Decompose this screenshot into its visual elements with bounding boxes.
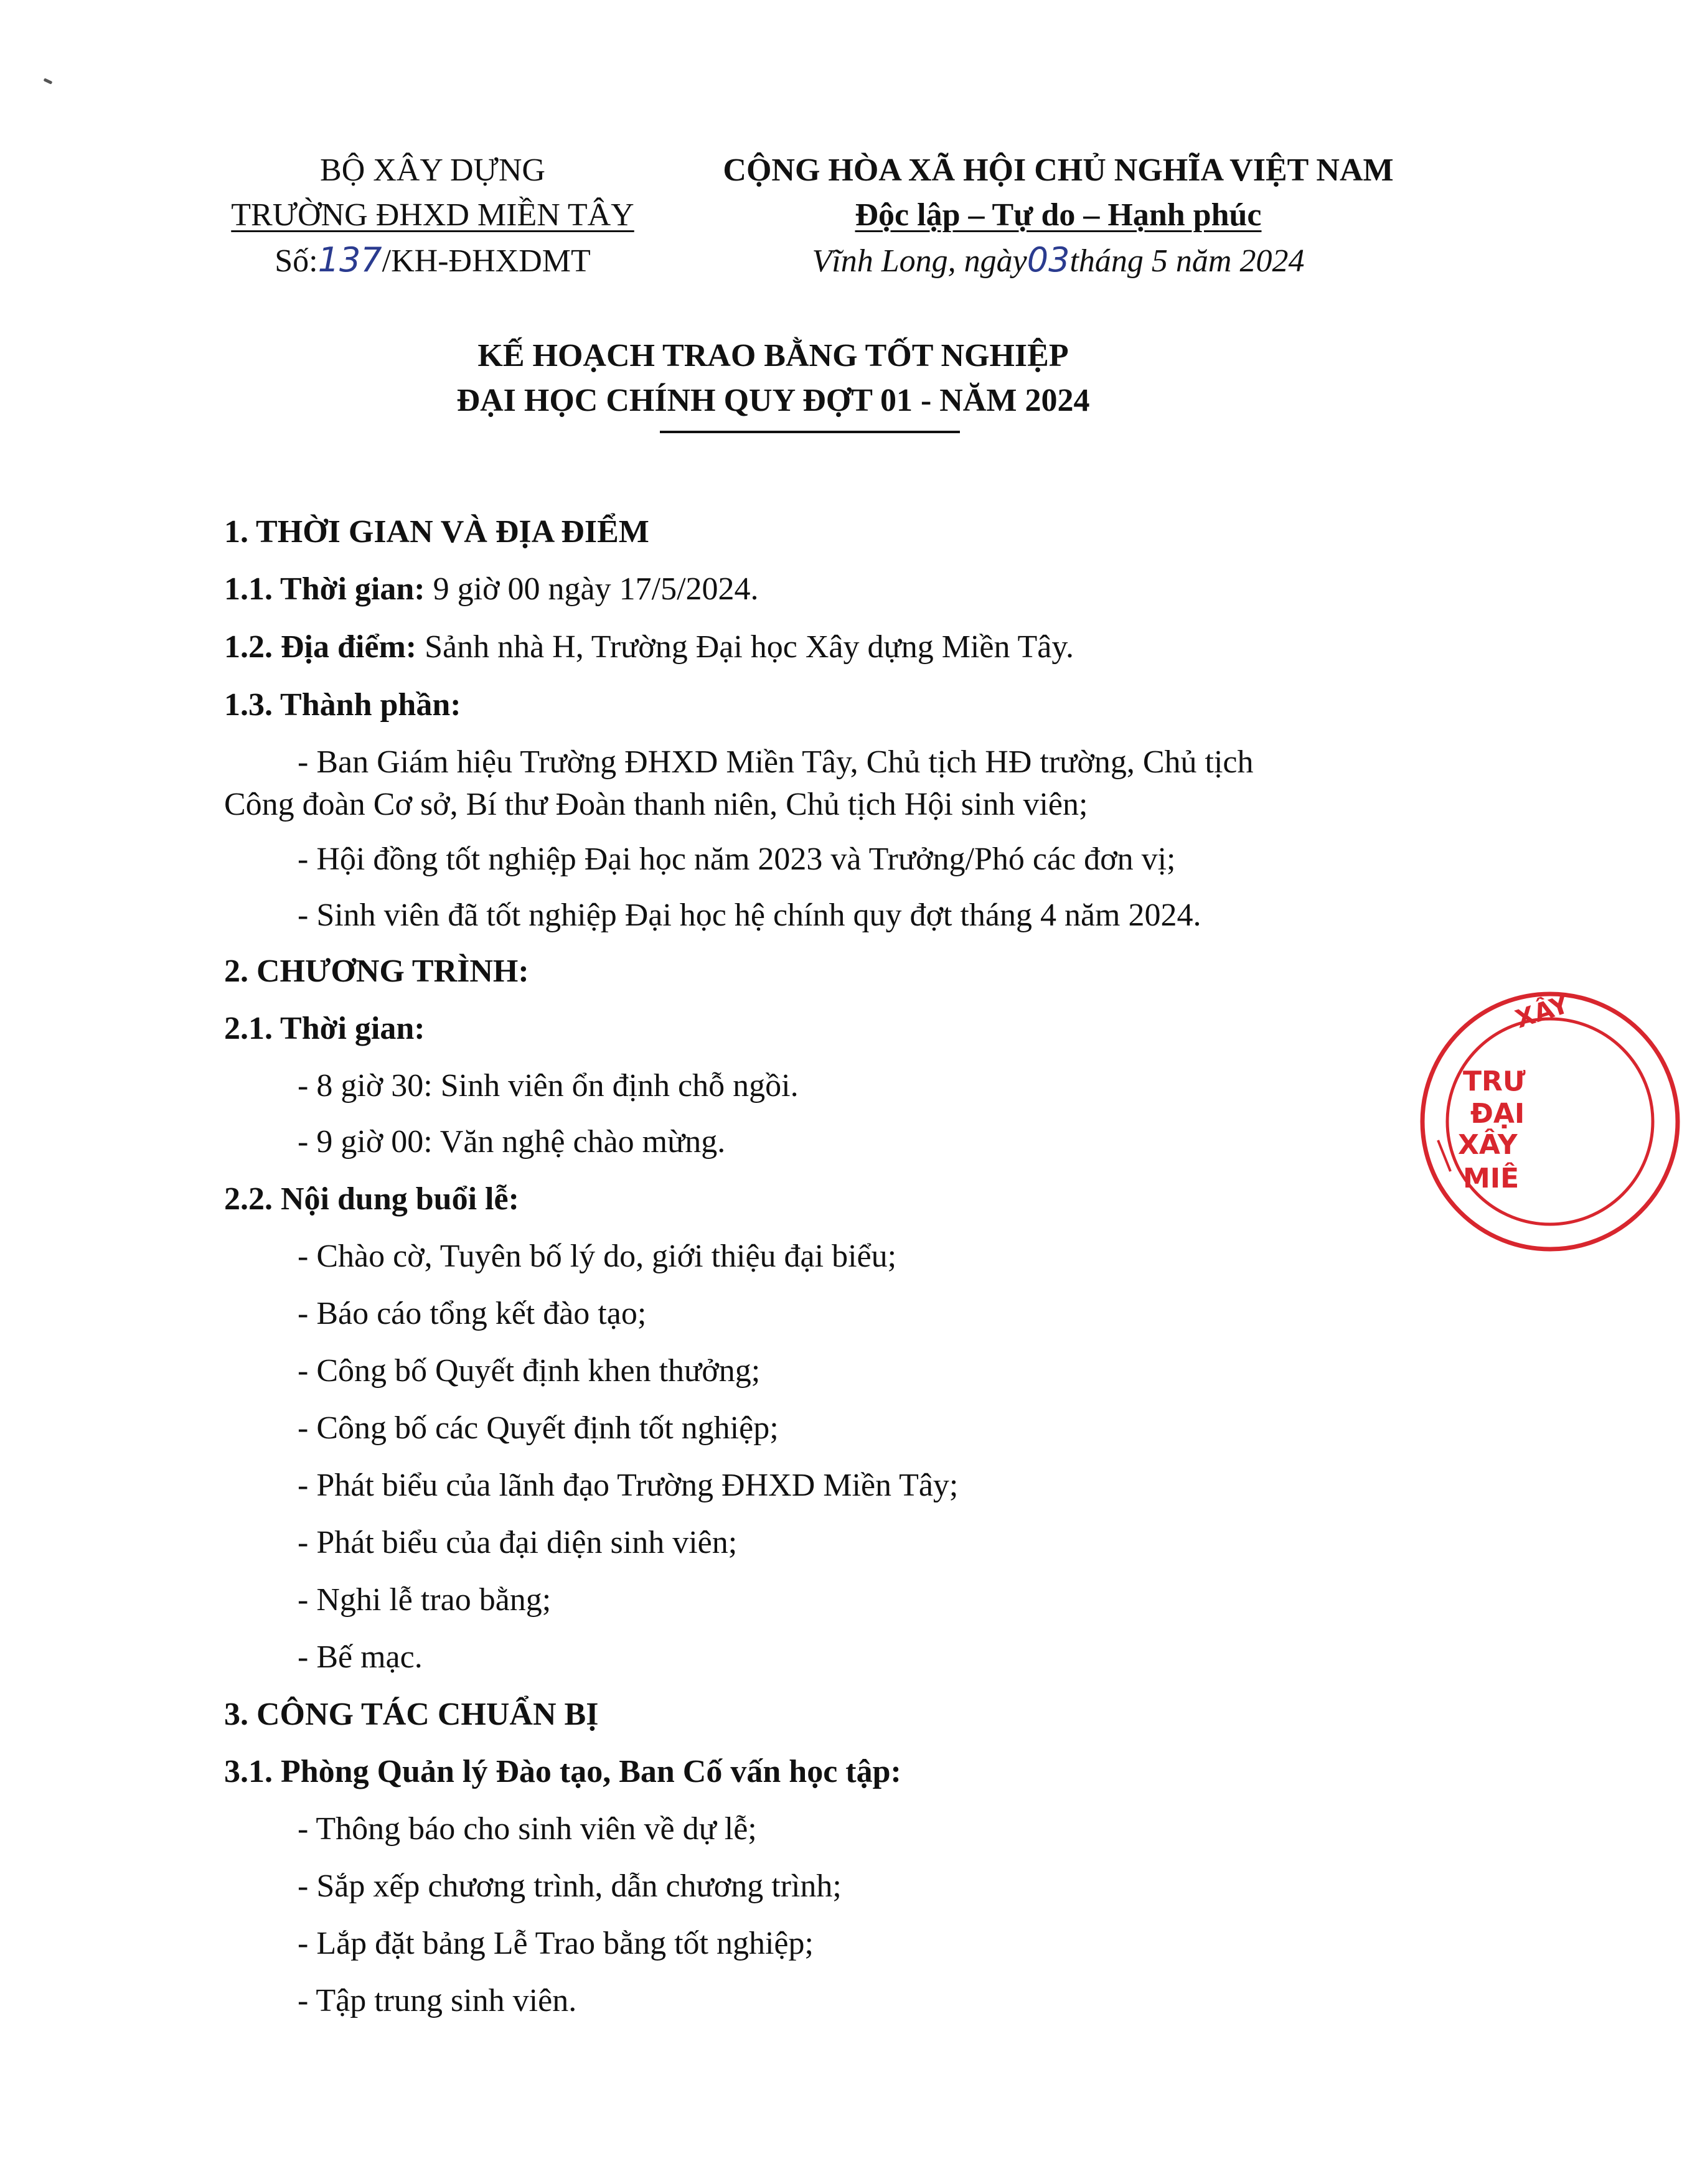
ceremony-item: - Công bố Quyết định khen thưởng; <box>298 1353 761 1389</box>
participants-item-3: - Sinh viên đã tốt nghiệp Đại học hệ chính quy đợt tháng 4 năm 2024. <box>298 898 1201 933</box>
section-1-1-time <box>224 568 759 611</box>
doc-number-handwritten: 137 <box>317 240 382 279</box>
section-2-heading: 2. CHƯƠNG TRÌNH: <box>224 954 529 989</box>
issue-date-suffix: tháng 5 năm 2024 <box>1069 243 1305 279</box>
doc-number-suffix: /KH-ĐHXDMT <box>382 243 591 279</box>
ceremony-item: - Phát biểu của lãnh đạo Trường ĐHXD Miền Tây; <box>298 1468 959 1503</box>
section-3-1-label <box>224 1750 901 1794</box>
participants-item-1-line-2: Công đoàn Cơ sở, Bí thư Đoàn thanh niên, Chủ tịch Hội sinh viên; <box>224 787 1088 822</box>
title-underline-divider <box>660 431 960 433</box>
doc-number-prefix: Số: <box>275 243 318 279</box>
scan-artifact-mark <box>44 78 53 84</box>
issue-date <box>691 238 1426 284</box>
ministry-name: BỘ XÂY DỰNG <box>320 152 545 188</box>
section-3-heading: 3. CÔNG TÁC CHUẨN BỊ <box>224 1697 599 1732</box>
section-1-2-label: 1.2. Địa điểm: <box>224 629 417 665</box>
section-1-1-value: 9 giờ 00 ngày 17/5/2024. <box>425 571 759 607</box>
seal-inner-ring <box>1447 1019 1653 1224</box>
seal-text: XÂY <box>1511 990 1572 1034</box>
seal-mark <box>1438 1140 1450 1171</box>
section-3-1-label-text: 3.1. Phòng Quản lý Đào tạo, Ban Cố vấn học tập: <box>224 1754 901 1789</box>
document-title-line-1: KẾ HOẠCH TRAO BẰNG TỐT NGHIỆP <box>477 338 1069 373</box>
school-name <box>205 193 660 238</box>
ceremony-item: - Chào cờ, Tuyên bố lý do, giới thiệu đại biểu; <box>298 1239 897 1274</box>
preparation-item: - Tập trung sinh viên. <box>298 1983 577 2018</box>
seal-text: XÂY <box>1458 1129 1518 1161</box>
section-1-3-participants-label <box>224 683 461 727</box>
participants-item-1-line-1: - Ban Giám hiệu Trường ĐHXD Miền Tây, Chủ tịch HĐ trường, Chủ tịch <box>298 744 1254 780</box>
section-1-2-place <box>224 626 1074 669</box>
document-title-line-2: ĐẠI HỌC CHÍNH QUY ĐỢT 01 - NĂM 2024 <box>456 383 1090 418</box>
country-name: CỘNG HÒA XÃ HỘI CHỦ NGHĨA VIỆT NAM <box>723 152 1394 188</box>
section-2-2-label: 2.2. Nội dung buổi lễ: <box>224 1181 519 1217</box>
section-2-2-content-label <box>224 1178 519 1221</box>
ceremony-item: - Báo cáo tổng kết đào tạo; <box>298 1296 647 1331</box>
seal-text: TRƯ <box>1463 1066 1526 1097</box>
section-2-1-time-label <box>224 1007 425 1051</box>
ceremony-item: - Bế mạc. <box>298 1639 423 1675</box>
seal-text: MIÊ <box>1463 1163 1520 1194</box>
issuing-authority-block <box>205 148 660 284</box>
ceremony-item: - Công bố các Quyết định tốt nghiệp; <box>298 1410 779 1446</box>
ceremony-item: - Phát biểu của đại diện sinh viên; <box>298 1525 738 1560</box>
national-motto <box>691 193 1426 238</box>
seal-text: ĐẠI <box>1470 1098 1525 1130</box>
national-motto-text: Độc lập – Tự do – Hạnh phúc <box>855 197 1262 233</box>
issue-date-prefix: Vĩnh Long, ngày <box>812 243 1027 279</box>
preparation-item: - Thông báo cho sinh viên về dự lễ; <box>298 1811 757 1847</box>
school-name-text: TRƯỜNG ĐHXD MIỀN TÂY <box>231 197 634 233</box>
section-1-3-label: 1.3. Thành phần: <box>224 687 461 723</box>
schedule-item: - 9 giờ 00: Văn nghệ chào mừng. <box>298 1124 726 1160</box>
section-1-heading: 1. THỜI GIAN VÀ ĐỊA ĐIỂM <box>224 514 649 550</box>
issue-date-day-handwritten: 03 <box>1027 240 1070 279</box>
participants-item-2: - Hội đồng tốt nghiệp Đại học năm 2023 và Trưởng/Phó các đơn vị; <box>298 841 1176 877</box>
section-1-2-value: Sảnh nhà H, Trường Đại học Xây dựng Miền Tây. <box>416 629 1074 665</box>
section-2-1-label: 2.1. Thời gian: <box>224 1011 425 1046</box>
seal-outer-ring <box>1422 994 1678 1249</box>
schedule-item: - 8 giờ 30: Sinh viên ổn định chỗ ngồi. <box>298 1068 799 1104</box>
ceremony-item: - Nghi lễ trao bằng; <box>298 1582 552 1618</box>
preparation-item: - Sắp xếp chương trình, dẫn chương trình; <box>298 1868 842 1904</box>
official-seal-stamp <box>1413 985 1687 1258</box>
section-1-1-label: 1.1. Thời gian: <box>224 571 425 607</box>
preparation-item: - Lắp đặt bảng Lễ Trao bằng tốt nghiệp; <box>298 1926 814 1961</box>
document-number <box>205 238 660 284</box>
national-header-block <box>691 148 1426 284</box>
